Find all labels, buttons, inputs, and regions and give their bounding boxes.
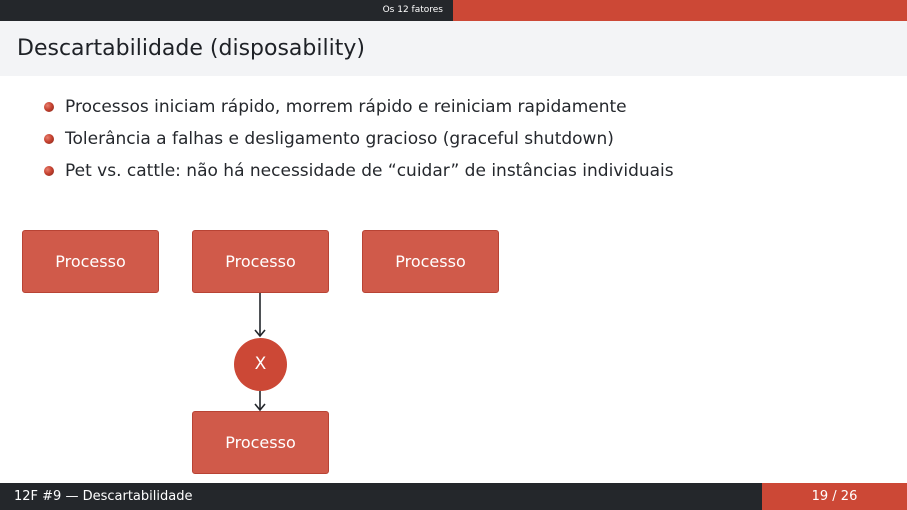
footer-title-segment <box>0 483 762 510</box>
section-label[interactable]: Os 12 fatores <box>382 5 443 15</box>
process-box-3: Processo <box>362 230 499 293</box>
bullet-marker-icon <box>44 166 54 176</box>
page-number: 19 / 26 <box>811 489 858 504</box>
top-bar-dark-segment <box>0 0 453 21</box>
footer-page-segment <box>762 483 907 510</box>
process-box-2: Processo <box>192 230 329 293</box>
slide-title: Descartabilidade (disposability) <box>17 36 365 61</box>
bullet-text: Processos iniciam rápido, morrem rápido e reiniciam rapidamente <box>65 97 627 117</box>
process-box-1: Processo <box>22 230 159 293</box>
top-navigation-bar <box>0 0 907 21</box>
bullet-item <box>44 126 674 158</box>
arrow-to-failure <box>255 293 265 336</box>
title-bar <box>0 21 907 76</box>
arrow-to-replacement <box>255 391 265 410</box>
bullet-list <box>44 94 674 190</box>
process-box-replacement: Processo <box>192 411 329 474</box>
bullet-text: Pet vs. cattle: não há necessidade de “cuidar” de instâncias individuais <box>65 161 674 181</box>
footer-title: 12F #9 — Descartabilidade <box>14 489 193 504</box>
bullet-marker-icon <box>44 134 54 144</box>
top-bar-progress-segment <box>453 0 907 21</box>
footer-bar <box>0 483 907 510</box>
bullet-marker-icon <box>44 102 54 112</box>
bullet-item <box>44 158 674 190</box>
failure-x-icon: X <box>234 338 287 391</box>
bullet-text: Tolerância a falhas e desligamento gracioso (graceful shutdown) <box>65 129 614 149</box>
bullet-item <box>44 94 674 126</box>
